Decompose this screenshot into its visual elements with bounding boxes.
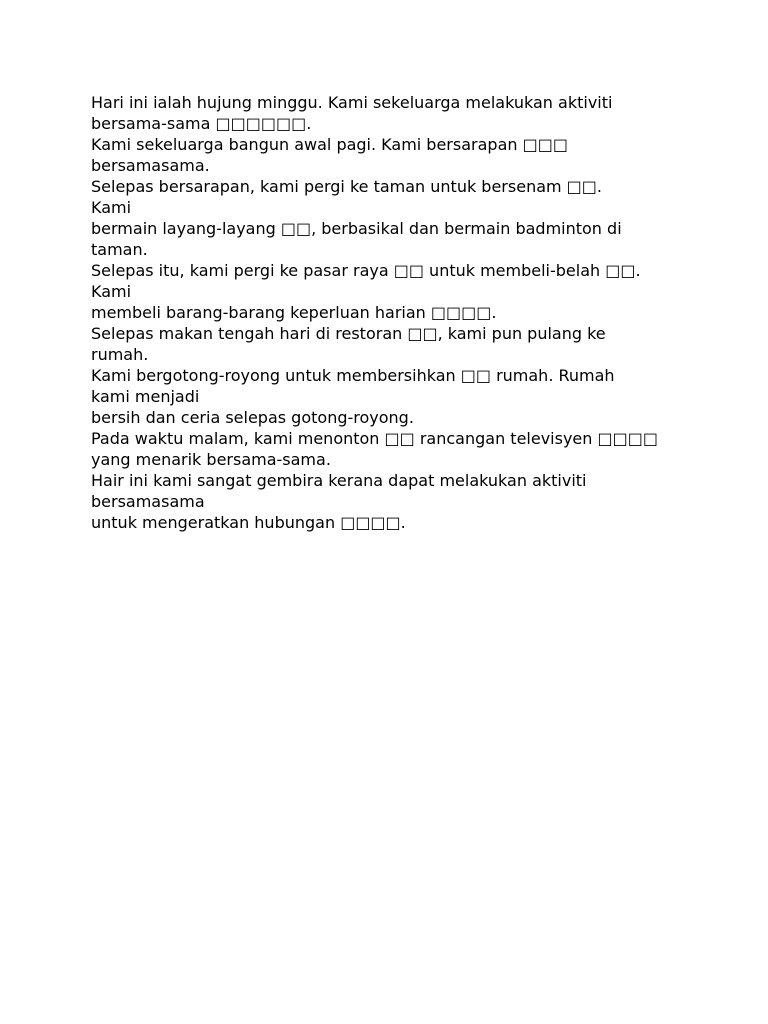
text-line: yang menarik bersama-sama. xyxy=(91,450,331,469)
text-line: taman. xyxy=(91,240,148,259)
text-line: Kami bergotong-royong untuk membersihkan □□ rumah. Rumah xyxy=(91,366,615,385)
text-line: Selepas bersarapan, kami pergi ke taman untuk bersenam □□. xyxy=(91,177,602,196)
text-line: Hari ini ialah hujung minggu. Kami sekeluarga melakukan aktiviti xyxy=(91,93,613,112)
document-body xyxy=(91,92,731,533)
text-line: bersamasama xyxy=(91,492,205,511)
text-line: Kami xyxy=(91,282,132,301)
text-line: Selepas makan tengah hari di restoran □□, kami pun pulang ke xyxy=(91,324,606,343)
text-line: membeli barang-barang keperluan harian □□□□. xyxy=(91,303,497,322)
text-line: Pada waktu malam, kami menonton □□ rancangan televisyen □□□□ xyxy=(91,429,658,448)
text-line: bersih dan ceria selepas gotong-royong. xyxy=(91,408,414,427)
text-line: Kami xyxy=(91,198,132,217)
text-line: bermain layang-layang □□, berbasikal dan bermain badminton di xyxy=(91,219,622,238)
text-line: kami menjadi xyxy=(91,387,200,406)
text-line: Kami sekeluarga bangun awal pagi. Kami bersarapan □□□ xyxy=(91,135,568,154)
text-line: Selepas itu, kami pergi ke pasar raya □□ untuk membeli-belah □□. xyxy=(91,261,641,280)
text-line: untuk mengeratkan hubungan □□□□. xyxy=(91,513,406,532)
text-line: Hair ini kami sangat gembira kerana dapat melakukan aktiviti xyxy=(91,471,587,490)
text-line: rumah. xyxy=(91,345,149,364)
text-line: bersama-sama □□□□□□. xyxy=(91,114,312,133)
text-line: bersamasama. xyxy=(91,156,210,175)
